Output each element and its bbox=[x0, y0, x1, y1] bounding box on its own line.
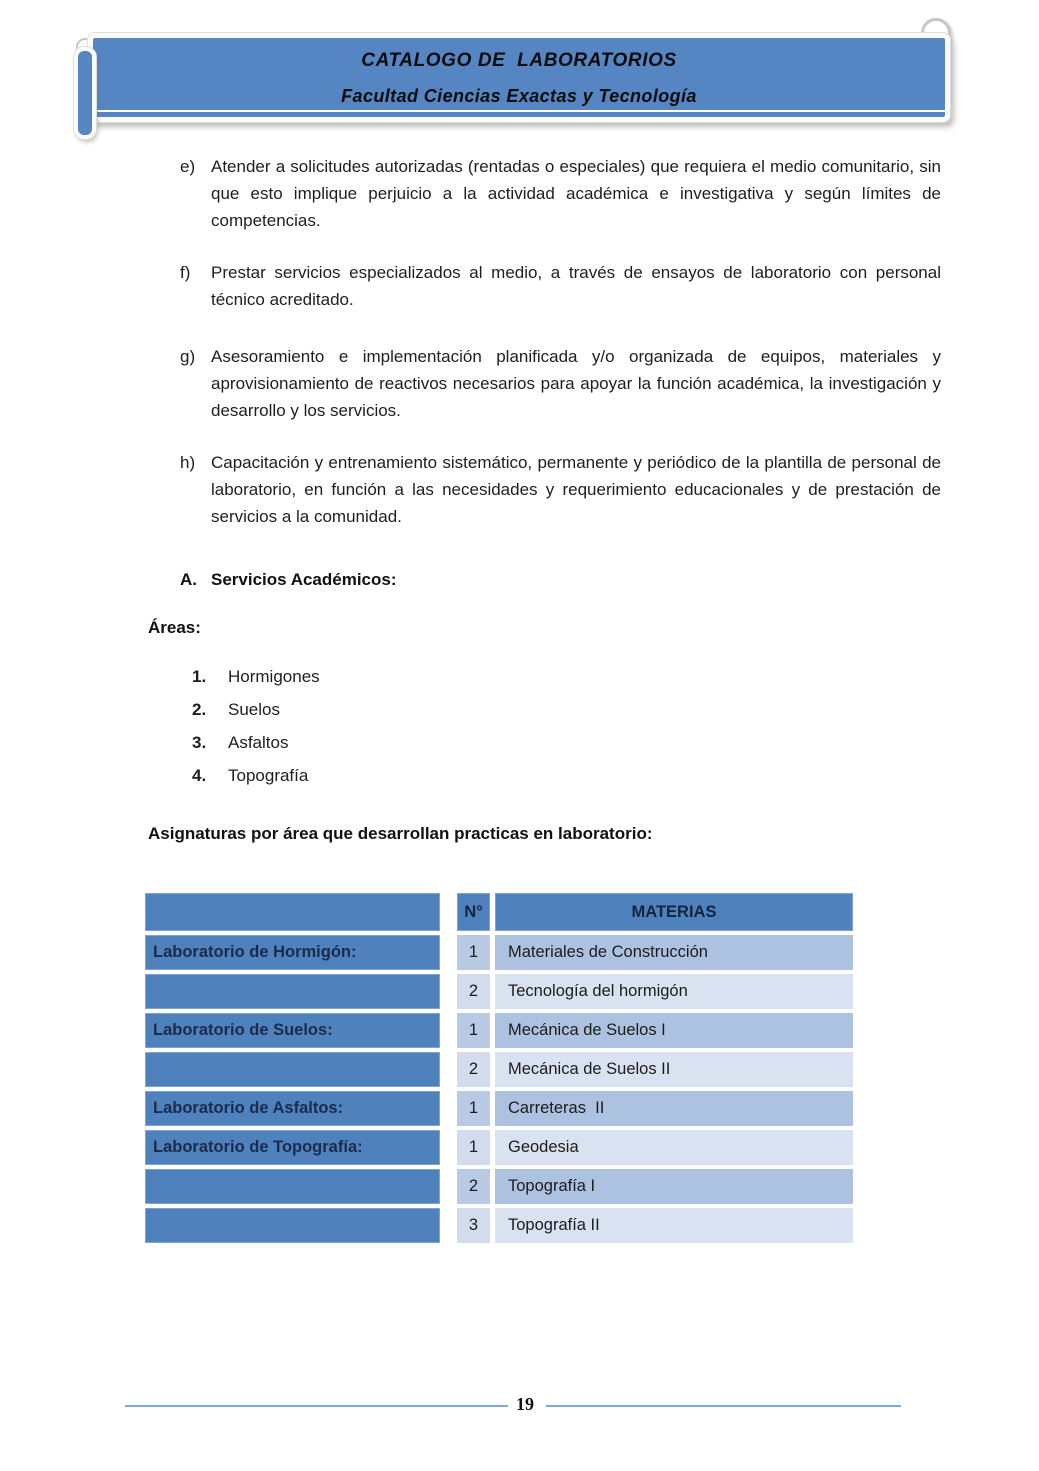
banner-panel bbox=[88, 33, 950, 122]
area-item bbox=[192, 663, 320, 691]
area-label: Suelos bbox=[228, 700, 280, 719]
area-label: Hormigones bbox=[228, 667, 320, 686]
section-letter: A. bbox=[180, 570, 197, 589]
objective-item-f bbox=[180, 259, 941, 313]
objective-label: f) bbox=[180, 263, 191, 282]
objective-label: g) bbox=[180, 347, 196, 366]
lab-name-cell bbox=[145, 1208, 440, 1243]
materia-number-cell: 1 bbox=[457, 1091, 490, 1126]
materia-name-cell: Geodesia bbox=[495, 1130, 853, 1165]
section-heading-a bbox=[180, 566, 397, 593]
labs-column-table bbox=[145, 893, 440, 1243]
materia-number-cell: 1 bbox=[457, 935, 490, 970]
area-number: 1. bbox=[192, 667, 207, 686]
materia-name-cell: Mecánica de Suelos II bbox=[495, 1052, 853, 1087]
objective-item-h bbox=[180, 449, 941, 530]
area-item bbox=[192, 696, 280, 724]
lab-name-cell bbox=[145, 1169, 440, 1204]
materia-name-cell: Topografía II bbox=[495, 1208, 853, 1243]
objective-item-g bbox=[180, 343, 941, 424]
banner-subtitle: Facultad Ciencias Exactas y Tecnología bbox=[341, 86, 697, 106]
area-number: 4. bbox=[192, 766, 207, 785]
table-header-num: N° bbox=[457, 893, 490, 931]
materia-number-cell: 2 bbox=[457, 974, 490, 1009]
page-number: 19 bbox=[516, 1394, 534, 1414]
footer bbox=[0, 1392, 1039, 1432]
lab-name-cell bbox=[145, 1052, 440, 1087]
area-label: Asfaltos bbox=[228, 733, 289, 752]
area-item bbox=[192, 762, 308, 790]
objective-text: Atender a solicitudes autorizadas (rentadas o especiales) que requiera el medio comunitario, sin que esto implique perjuicio a la actividad académica e investigativa y según límites de competencias. bbox=[211, 157, 941, 230]
objective-label: e) bbox=[180, 157, 196, 176]
objective-label: h) bbox=[180, 453, 196, 472]
materia-name-cell: Tecnología del hormigón bbox=[495, 974, 853, 1009]
area-label: Topografía bbox=[228, 766, 309, 785]
materia-number-cell: 3 bbox=[457, 1208, 490, 1243]
section-title: Servicios Académicos: bbox=[211, 570, 397, 589]
lab-name-cell bbox=[145, 974, 440, 1009]
areas-heading: Áreas: bbox=[148, 618, 201, 637]
area-number: 2. bbox=[192, 700, 207, 719]
footer-rule-left bbox=[125, 1405, 508, 1407]
area-item bbox=[192, 729, 288, 757]
objective-item-e bbox=[180, 153, 941, 234]
materia-number-cell: 2 bbox=[457, 1052, 490, 1087]
objective-text: Prestar servicios especializados al medio, a través de ensayos de laboratorio con personal técnico acreditado. bbox=[211, 263, 941, 309]
materia-number-cell: 2 bbox=[457, 1169, 490, 1204]
lab-name-cell: Laboratorio de Suelos: bbox=[145, 1013, 440, 1048]
table-header-materias: MATERIAS bbox=[495, 893, 853, 931]
lab-name-cell: Laboratorio de Topografía: bbox=[145, 1130, 440, 1165]
lab-name-cell: Laboratorio de Hormigón: bbox=[145, 935, 440, 970]
lab-name-cell: Laboratorio de Asfaltos: bbox=[145, 1091, 440, 1126]
area-number: 3. bbox=[192, 733, 207, 752]
banner-title: CATALOGO DE LABORATORIOS bbox=[361, 50, 677, 71]
objective-text: Asesoramiento e implementación planificada y/o organizada de equipos, materiales y aprovisionamiento de reactivos necesarios para apoyar la función académica, la investigación y desarrollo y los servicios. bbox=[211, 347, 941, 420]
scroll-rod-icon bbox=[74, 47, 96, 139]
materia-number-cell: 1 bbox=[457, 1013, 490, 1048]
materia-name-cell: Materiales de Construcción bbox=[495, 935, 853, 970]
banner bbox=[0, 0, 1039, 150]
materia-name-cell: Carreteras II bbox=[495, 1091, 853, 1126]
materia-name-cell: Topografía I bbox=[495, 1169, 853, 1204]
banner-underline bbox=[93, 110, 945, 112]
footer-rule-right bbox=[546, 1405, 901, 1407]
materia-name-cell: Mecánica de Suelos I bbox=[495, 1013, 853, 1048]
materia-number-cell: 1 bbox=[457, 1130, 490, 1165]
materias-table bbox=[457, 893, 853, 1243]
asignaturas-heading: Asignaturas por área que desarrollan practicas en laboratorio: bbox=[148, 824, 653, 843]
lab-header-cell bbox=[145, 893, 440, 931]
objective-text: Capacitación y entrenamiento sistemático, permanente y periódico de la plantilla de personal de laboratorio, en función a las necesidades y requerimiento educacionales y de prestación de servicios a la comunidad. bbox=[211, 453, 941, 526]
